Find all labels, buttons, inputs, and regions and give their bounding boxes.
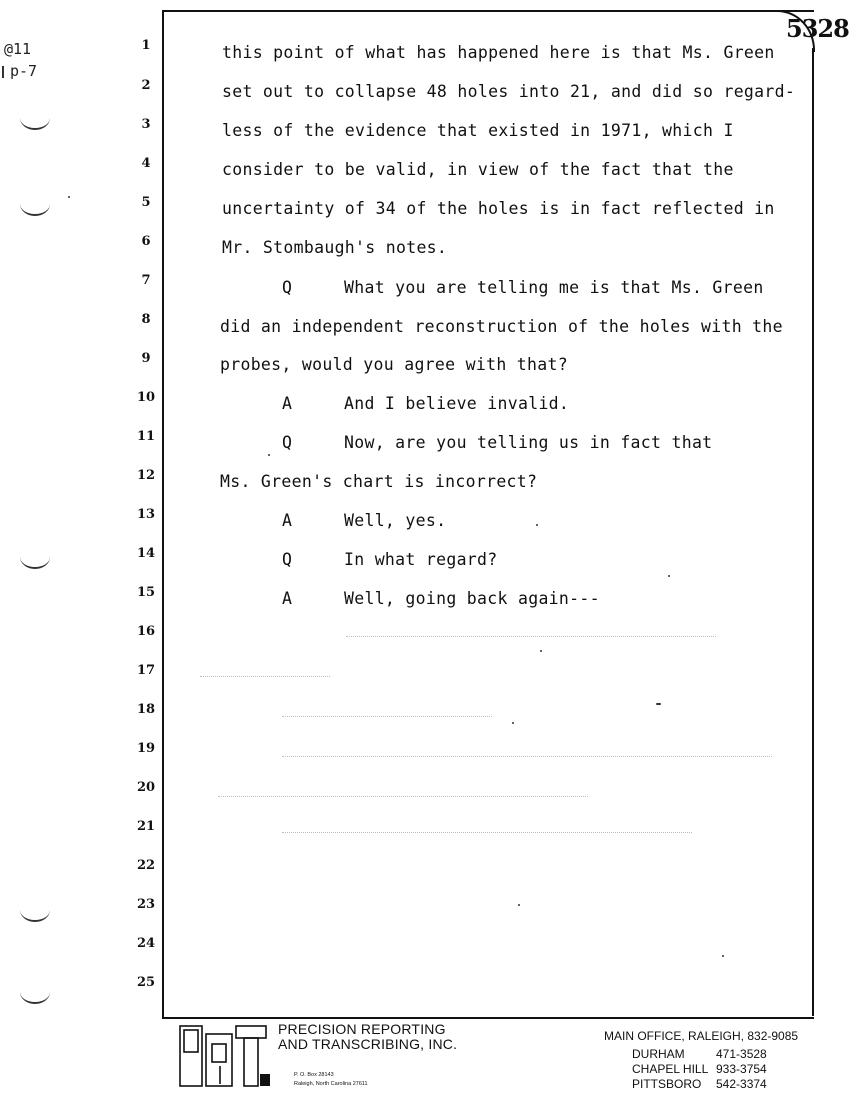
line-number: 8: [141, 312, 151, 327]
transcript-line: Now, are you telling us in fact that: [344, 433, 713, 452]
line-number: 10: [136, 390, 156, 405]
speaker-label: A: [282, 394, 293, 413]
line-number: 15: [136, 585, 156, 600]
transcript-line: What you are telling me is that Ms. Green: [344, 278, 764, 297]
office-city: DURHAM: [632, 1047, 685, 1061]
company-address-line2: Raleigh, North Carolina 27611: [294, 1081, 368, 1087]
office-phone: 933-3754: [716, 1062, 767, 1076]
line-number: 20: [136, 780, 156, 795]
company-name-line1: PRECISION REPORTING: [278, 1021, 446, 1037]
speaker-label: Q: [282, 433, 293, 452]
margin-note-2: [2, 62, 37, 80]
punch-hole-mark: [20, 192, 50, 216]
speck: [668, 575, 670, 577]
line-number: 6: [141, 234, 151, 249]
office-city: PITTSBORO: [632, 1077, 702, 1091]
line-number: 14: [136, 546, 156, 561]
line-number: 18: [136, 702, 156, 717]
line-number: 16: [136, 624, 156, 639]
margin-tick: [2, 66, 4, 78]
speaker-label: A: [282, 589, 293, 608]
office-phone: 542-3374: [716, 1077, 767, 1091]
margin-note-1: @11: [4, 40, 32, 58]
line-number: 4: [141, 156, 151, 171]
line-number: 13: [136, 507, 156, 522]
speaker-label: A: [282, 511, 293, 530]
transcript-line: Well, going back again---: [344, 589, 600, 608]
speck: [536, 524, 538, 526]
logo-graphic: [178, 1022, 270, 1090]
transcript-line: this point of what has happened here is that Ms. Green: [222, 43, 775, 62]
line-number: 3: [141, 117, 151, 132]
transcript-line: And I believe invalid.: [344, 394, 570, 413]
faded-text: [200, 676, 330, 678]
page-number: 5328: [786, 14, 849, 43]
line-number: 17: [136, 663, 156, 678]
company-logo: [178, 1022, 270, 1090]
line-number: 2: [141, 78, 151, 93]
speck: [656, 703, 661, 705]
line-number: 1: [141, 38, 151, 53]
transcript-line: uncertainty of 34 of the holes is in fact reflected in: [222, 199, 775, 218]
transcript-line: less of the evidence that existed in 1971, which I: [222, 121, 734, 140]
speaker-label: Q: [282, 550, 293, 569]
transcript-line: did an independent reconstruction of the holes with the: [220, 317, 783, 336]
faded-text: [282, 832, 692, 834]
transcript-line: probes, would you agree with that?: [220, 355, 568, 374]
speck: [518, 904, 520, 906]
margin-note-2-text: p-7: [10, 62, 38, 80]
transcript-line: consider to be valid, in view of the fact that the: [222, 160, 734, 179]
page-frame-right-edge: [812, 48, 814, 1016]
main-office: MAIN OFFICE, RALEIGH, 832-9085: [604, 1029, 799, 1043]
company-name-line2: AND TRANSCRIBING, INC.: [278, 1036, 458, 1052]
line-number: 19: [136, 741, 156, 756]
line-number: 25: [136, 975, 156, 990]
line-number: 23: [136, 897, 156, 912]
company-address-line1: P. O. Box 28143: [294, 1072, 334, 1078]
speck: [512, 722, 514, 724]
line-number: 12: [136, 468, 156, 483]
speck: [268, 454, 270, 456]
punch-hole-mark: [20, 545, 50, 569]
punch-hole-mark: [20, 980, 50, 1004]
line-number: 11: [136, 429, 156, 444]
office-phone: 471-3528: [716, 1047, 767, 1061]
transcript-line: Well, yes.: [344, 511, 447, 530]
faded-text: [346, 636, 716, 638]
speaker-label: Q: [282, 278, 293, 297]
transcript-line: set out to collapse 48 holes into 21, and did so regard-: [222, 82, 796, 101]
speck: [540, 650, 542, 652]
office-city: CHAPEL HILL: [632, 1062, 709, 1076]
transcript-line: In what regard?: [344, 550, 498, 569]
line-number: 21: [136, 819, 156, 834]
transcript-line: Mr. Stombaugh's notes.: [222, 238, 448, 257]
line-number: 5: [141, 195, 151, 210]
faded-text: [282, 716, 492, 718]
line-number: 7: [141, 273, 151, 288]
punch-hole-mark: [20, 898, 50, 922]
transcript-line: Ms. Green's chart is incorrect?: [220, 472, 538, 491]
faded-text: [218, 796, 588, 798]
punch-hole-mark: [20, 106, 50, 130]
line-number: 24: [136, 936, 156, 951]
line-number: 9: [141, 351, 151, 366]
speck: [722, 955, 724, 957]
faded-text: [282, 756, 772, 758]
line-number: 22: [136, 858, 156, 873]
speck: [68, 196, 70, 198]
